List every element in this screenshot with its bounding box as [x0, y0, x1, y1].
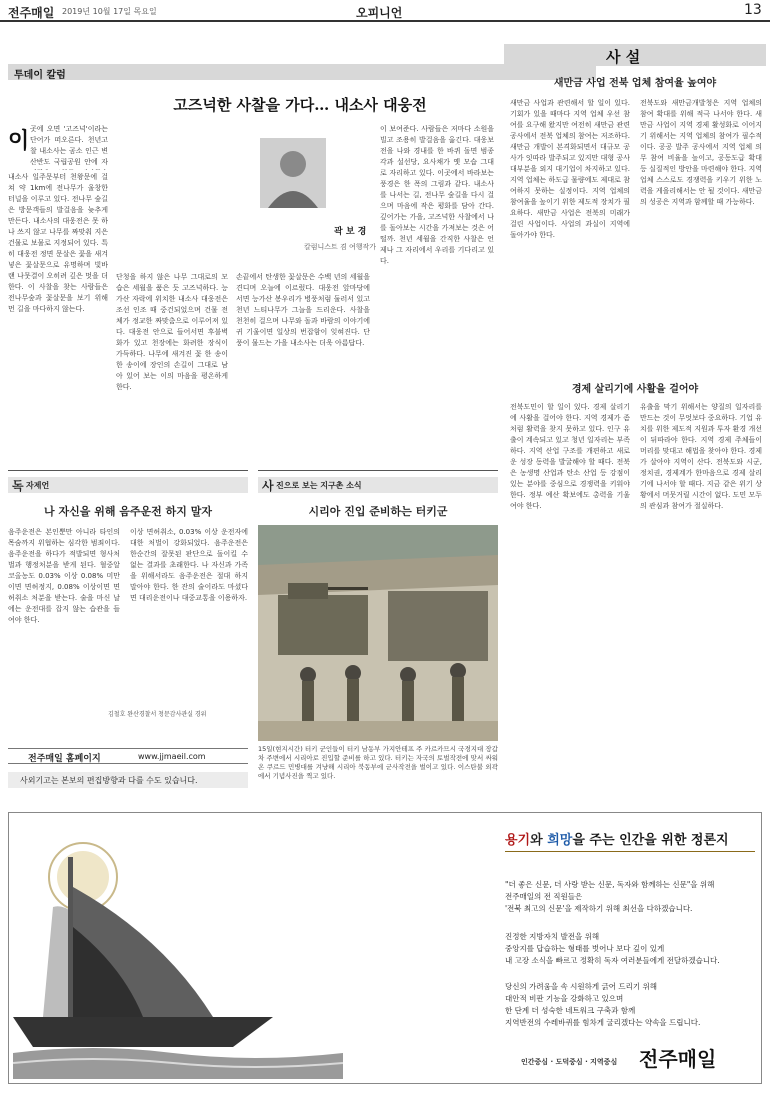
- column-col1: [8, 124, 108, 454]
- author-name: 곽 보 경: [334, 227, 367, 237]
- column-text-2: 단청을 하지 않은 나무 그대로의 모습은 세월을 품은 듯 고즈넉하다. 능가산 자락에 위치한 내소사 대웅전은 조선 인조 때 중건되었으며 건물 전체가 정교한 짜맞춤으로 이루어져 있다. 대웅전 안으로 들어서면 후불벽화가 있고 천장에는 화려한 장식이 가득하다. 나무에 새겨진 꽃 한 송이 한 송이에 장인의 손길이 그대로 남아 있어 보는 이의 마음을 평온하게 한다.: [116, 273, 228, 391]
- reader-label-rest: 자제언: [26, 481, 50, 490]
- masthead-section: 오피니언: [356, 6, 403, 20]
- photo-news-label-big: 사: [262, 479, 274, 493]
- photo-news-section: [258, 470, 498, 800]
- reader-text-1: 음주운전은 본인뿐만 아니라 타인의 목숨까지 위협하는 심각한 범죄이다. 음주운전을 하다가 적발되면 형사처벌과 행정처분을 받게 된다. 혈중알코올농도 0.03% 이상 0.08% 미만이면 면허정지, 0.08% 이상이면 면허취소 처분을 받는다. 술을 마신 날에는 운전대를 잡지 않는 습관을 들여야 한다.: [8, 528, 120, 624]
- homepage-bar: [8, 748, 248, 764]
- editorial-label: [504, 44, 766, 66]
- ad-headline: [505, 829, 729, 848]
- reader-label-big: 독: [12, 479, 24, 493]
- ad-slogan: 인간중심 · 도덕중심 · 지역중심: [521, 1058, 618, 1066]
- ship-illustration: [13, 817, 343, 1079]
- author-box: [250, 138, 390, 263]
- column-text-4: 이 보여준다. 사람들은 저마다 소원을 빌고 조용히 발걸음을 옮긴다. 대웅보전을 나와 경내를 한 바퀴 돌면 범종각과 설선당, 요사채가 옛 모습 그대로 자리하고 있다. 이곳에서 바라보는 풍경은 한 폭의 그림과 같다. 내소사를 나서는 길, 전나무 숲길을 다시 걸으며 마음에 작은 평화를 담아 간다. 깊어가는 가을, 고즈넉한 사찰에서 나를 돌아보는 시간을 가져보는 것은 어떨까. 천년 세월을 간직한 사찰은 언제나 그 자리에서 우리를 기다리고 있다.: [380, 125, 494, 265]
- dropcap: 이: [8, 129, 30, 154]
- editorial-2-col1: 전북도민이 할 일이 있다. 경제 살리기에 사활을 걸어야 한다. 지역 경제가 좀처럼 활력을 찾지 못하고 있다. 인구 유출이 계속되고 있고 청년 일자리는 부족하다. 지역 산업 구조를 개편하고 새로운 성장 동력을 발굴해야 할 때다. 전북은 농생명 산업과 탄소 산업 등 강점이 있는 분야를 중심으로 경쟁력을 키워야 한다. 정부 예산 확보에도 총력을 기울여야 한다.: [510, 403, 630, 510]
- ad-headline-and: 와: [530, 833, 548, 848]
- photo-turkish-soldiers: [258, 525, 498, 741]
- editorial-label-text: 사 설: [606, 48, 641, 66]
- homepage-label: 전주매일 홈페이지: [28, 754, 101, 764]
- homepage-url[interactable]: www.jjmaeil.com: [138, 752, 206, 761]
- ad-underline: [505, 851, 755, 852]
- masthead-paper-name: 전주매일: [8, 6, 55, 20]
- ad-paragraph-3: 당신의 가려움을 속 시원하게 긁어 드리기 위해 대안적 비판 기능을 강화하고 있으며 한 단계 더 성숙한 네트워크 구축과 함께 지역반전의 수레바퀴를 힘차게 굴리겠다는 약속을 드립니다.: [505, 982, 701, 1027]
- ad-paragraph-2: 진정한 지방자치 발전을 위해 중앙지를 답습하는 형태를 벗어나 보다 깊이 있게 내 고장 소식을 빠르고 정확히 독자 여러분들에게 전달하겠습니다.: [505, 932, 720, 965]
- photo-news-label: [258, 477, 498, 493]
- ad-headline-hope: 희망: [547, 833, 573, 848]
- ad-logo: 전주매일: [639, 1047, 717, 1071]
- editorial-1-col2: 전북도와 새만금개발청은 지역 업체의 참여 확대를 위해 적극 나서야 한다. 새만금 사업이 지역 경제 활성화로 이어지기 위해서는 지역 업체의 참여가 필수적이다. 공공 발주 공사에서 지역 업체 의무 참여 비율을 높이고, 공동도급 확대 등 실질적인 방안을 마련해야 한다. 지역 업체 스스로도 경쟁력을 키우기 위한 노력을 게을리해서는 안 될 것이다. 새만금의 성공은 지역과 함께할 때 가능하다.: [640, 99, 762, 206]
- reader-text-2: 이상 면허취소, 0.03% 이상 운전자에 대한 처벌이 강화되었다. 음주운전은 한순간의 잘못된 판단으로 돌이킬 수 없는 결과를 초래한다. 나 자신과 가족을 위해서라도 음주운전은 절대 하지 말아야 한다. 한 잔의 술이라도 마셨다면 대리운전이나 대중교통을 이용하자.: [130, 528, 248, 602]
- ad-paragraph-1: "더 좋은 신문, 더 사랑 받는 신문, 독자와 함께하는 신문"을 위해 전주매일의 전 직원들은 '전북 최고의 신문'을 제작하기 위해 최선을 다하겠습니다.: [505, 880, 715, 913]
- editorial-title-2: 경제 살리기에 사활을 걸어야: [571, 384, 699, 395]
- reader-byline: 김철호 완산경찰서 청문감사관실 경위: [108, 711, 207, 718]
- editorial-2-col2: 유출을 막기 위해서는 양질의 일자리를 만드는 것이 무엇보다 중요하다. 기업 유치를 위한 제도적 지원과 투자 환경 개선이 뒤따라야 한다. 지역 경제 주체들이 머리를 맞대고 해법을 찾아야 한다. 경제가 살아야 지역이 산다. 전북도와 시군, 정치권, 경제계가 한마음으로 경제 살리기에 나서야 할 때다. 지금 같은 위기 상황에서 머뭇거릴 시간이 없다. 도민 모두의 관심과 참여가 절실하다.: [640, 403, 762, 510]
- column-text-1a: 곳에 오면 '고즈넉'이라는 단어가 떠오른다. 천년고찰 내소사는 곰소 인근 변산반도 국립공원 안에 자: [30, 125, 108, 166]
- house-ad: [8, 812, 762, 1084]
- photo-news-label-rest: 진으로 보는 지구촌 소식: [276, 481, 362, 490]
- editorial-title-1: 새만금 사업 전북 업체 참여율 높여야: [553, 78, 717, 89]
- column-title: 고즈넉한 사찰을 가다… 내소사 대웅전: [173, 96, 427, 114]
- author-role: 칼럼니스트 겸 여행작가: [304, 243, 377, 251]
- ad-headline-rest: 을 주는 인간을 위한 정론지: [572, 833, 729, 848]
- masthead: [0, 0, 770, 22]
- column-text-3: 손끝에서 탄생한 꽃살문은 수백 년의 세월을 견디며 오늘에 이르렀다. 대웅전 앞마당에 서면 능가산 봉우리가 병풍처럼 둘러서 있고 천년 느티나무가 그늘을 드리운다. 사찰을 천천히 걸으며 나무와 돌과 바람의 이야기에 귀 기울이면 일상의 번잡함이 잊혀진다. 단풍이 물드는 가을 내소사는 더욱 아름답다.: [236, 273, 370, 347]
- column-text-1b: 내소사 일주문부터 천왕문에 걸쳐 약 1km에 전나무가 울창한 터널을 이루고 있다. 전나무 숲길은 방문객들의 발걸음을 늦추게 만든다. 내소사의 대웅전은 못 하나 쓰지 않고 나무를 짜맞춰 지은 건물로 보물로 지정되어 있다. 특히 대웅전 정면 문살은 꽃을 새겨 넣은 꽃살문으로 유명하며 빛바랜 나뭇결이 오히려 깊은 멋을 더한다. 이 사찰을 찾는 사람들은 전나무숲과 꽃살문을 보기 위해 먼 길을 마다하지 않는다.: [8, 173, 108, 313]
- masthead-date: 2019년 10월 17일 목요일: [62, 7, 157, 16]
- reader-section: [8, 470, 248, 728]
- reader-title: 나 자신을 위해 음주운전 하지 말자: [44, 505, 212, 518]
- photo-news-title: 시리아 진입 준비하는 터키군: [308, 505, 448, 518]
- editorial-notice: [8, 772, 248, 788]
- notice-text: 사외기고는 본보의 편집방향과 다를 수도 있습니다.: [20, 776, 198, 785]
- author-photo: [260, 138, 326, 208]
- photo-caption: 15일(현지시간) 터키 군인들이 터키 남동부 가지안테프 주 카르카므시 국경지대 장갑차 주변에서 시리아로 진입할 준비를 하고 있다. 터키는 자국의 토벌작전에 맞서 싸워 온 쿠르드 민병대를 겨냥해 시리아 북동부에 군사작전을 벌이고 있다. 이스탄불 외곽에서 기념사진을 찍고 있다.: [258, 745, 498, 780]
- column-label-text: 투데이 칼럼: [14, 70, 66, 81]
- ad-headline-courage: 용기: [505, 833, 531, 848]
- page-number: 13: [744, 2, 762, 18]
- reader-label: [8, 477, 248, 493]
- editorial-1-col1: 새만금 사업과 관련해서 할 일이 있다. 기회가 있을 때마다 지역 업체 우선 참여를 요구해 왔지만 여전히 새만금 관련 공사에서 전북 업체의 참여는 저조하다. 새만금 개발이 본격화되면서 대규모 공사가 잇따라 발주되고 있지만 대형 공사 대부분을 외지 대기업이 차지하고 있다. 지역 업체는 하도급 물량에도 제대로 참여하지 못하는 실정이다. 지역 업체의 참여율을 높이기 위한 제도적 장치가 필요하다. 새만금 사업은 전북의 미래가 걸린 사업이다. 사업의 과실이 지역에 돌아가야 한다.: [510, 99, 630, 239]
